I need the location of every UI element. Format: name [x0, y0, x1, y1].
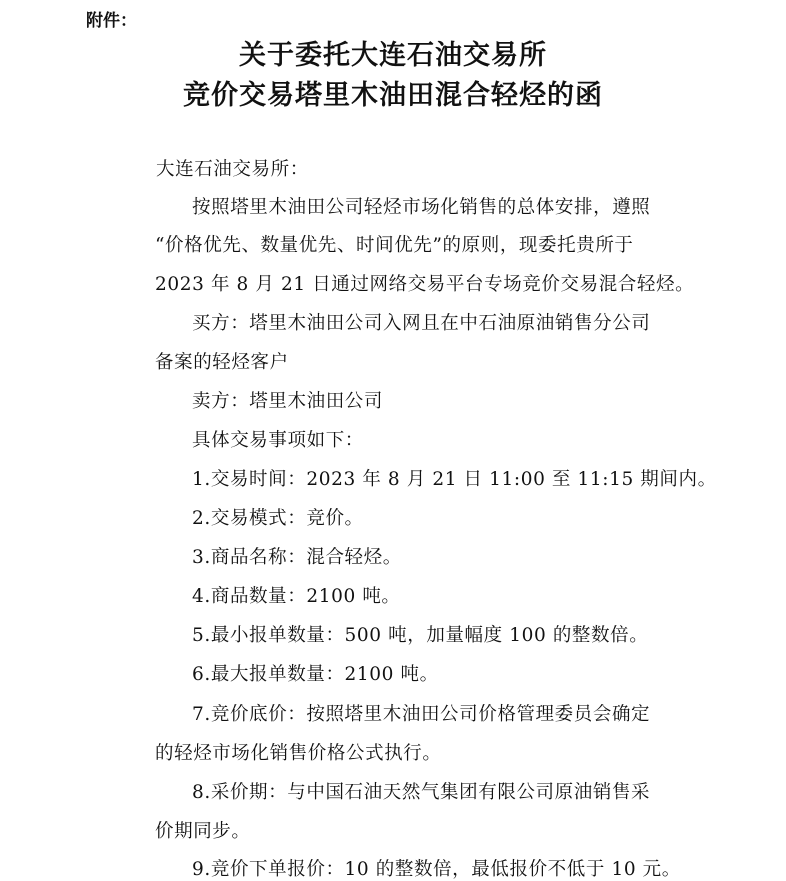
item-8-line-2: 价期同步。 [155, 821, 251, 842]
item-4: 4.商品数量：2100 吨。 [192, 586, 401, 607]
item-1: 1.交易时间：2023 年 8 月 21 日 11:00 至 11:15 期间内。 [192, 469, 717, 490]
item-7-line-2: 的轻烃市场化销售价格公式执行。 [155, 743, 442, 764]
title-line-2: 竞价交易塔里木油田混合轻烃的函 [183, 80, 603, 111]
salutation: 大连石油交易所： [156, 159, 309, 180]
buyer-line-1: 买方：塔里木油田公司入网且在中石油原油销售分公司 [192, 313, 651, 334]
attachment-label: 附件： [86, 11, 137, 31]
matters-heading: 具体交易事项如下： [192, 430, 364, 451]
intro-line-2: “价格优先、数量优先、时间优先”的原则，现委托贵所于 [155, 235, 634, 256]
item-2: 2.交易模式：竞价。 [192, 508, 364, 529]
intro-line-3: 2023 年 8 月 21 日通过网络交易平台专场竞价交易混合轻烃。 [155, 274, 695, 295]
item-6: 6.最大报单数量：2100 吨。 [192, 664, 439, 685]
title-line-1: 关于委托大连石油交易所 [239, 40, 547, 71]
item-8-line-1: 8.采价期：与中国石油天然气集团有限公司原油销售采 [192, 782, 651, 803]
item-7-line-1: 7.竞价底价：按照塔里木油田公司价格管理委员会确定 [192, 704, 651, 725]
item-3: 3.商品名称：混合轻烃。 [192, 547, 402, 568]
intro-line-1: 按照塔里木油田公司轻烃市场化销售的总体安排，遵照 [192, 197, 651, 218]
buyer-line-2: 备案的轻烃客户 [155, 352, 289, 373]
item-9: 9.竞价下单报价：10 的整数倍，最低报价不低于 10 元。 [192, 859, 681, 880]
item-5: 5.最小报单数量：500 吨，加量幅度 100 的整数倍。 [192, 625, 649, 646]
seller-line: 卖方：塔里木油田公司 [192, 391, 384, 412]
